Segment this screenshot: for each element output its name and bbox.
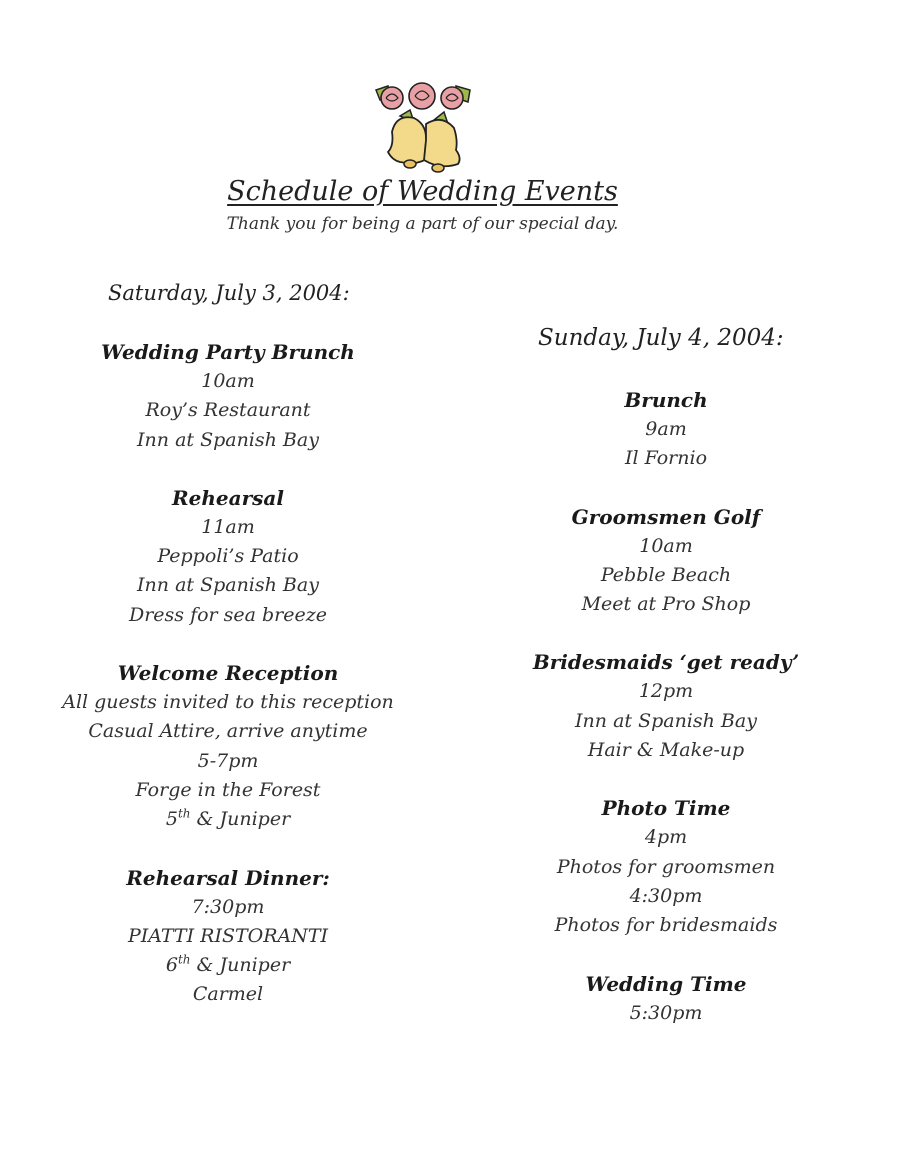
event-time: 12pm xyxy=(638,680,694,703)
event-note: Photos for bridesmaids xyxy=(554,914,778,937)
event-wedding-party-brunch xyxy=(28,338,428,455)
event-note: Casual Attire, arrive anytime xyxy=(88,720,368,743)
event-title: Rehearsal Dinner: xyxy=(126,865,330,890)
sunday-schedule xyxy=(466,386,866,1028)
event-time: 4pm xyxy=(644,826,688,849)
event-title: Welcome Reception xyxy=(117,661,339,686)
wedding-bells-roses-icon xyxy=(370,80,478,176)
event-note: Dress for sea breeze xyxy=(128,603,328,626)
saturday-schedule xyxy=(28,338,428,1010)
event-bridesmaids-get-ready xyxy=(466,648,866,765)
event-venue: Pebble Beach xyxy=(600,563,732,586)
event-title: Groomsmen Golf xyxy=(571,504,761,529)
event-welcome-reception xyxy=(28,659,428,834)
event-rehearsal xyxy=(28,484,428,630)
event-time: 4:30pm xyxy=(629,884,703,907)
event-address: 5th & Juniper xyxy=(165,806,291,831)
event-brunch xyxy=(466,386,866,474)
event-venue: Inn at Spanish Bay xyxy=(575,709,757,732)
event-time: 11am xyxy=(201,515,255,538)
event-title: Brunch xyxy=(624,388,708,412)
event-note: Photos for groomsmen xyxy=(556,855,776,878)
event-location: Inn at Spanish Bay xyxy=(137,428,319,451)
event-city: Carmel xyxy=(192,983,264,1006)
event-venue: Roy’s Restaurant xyxy=(145,399,311,422)
event-time: 7:30pm xyxy=(191,895,265,918)
event-venue: Il Fornio xyxy=(624,447,708,470)
event-groomsmen-golf xyxy=(466,503,866,620)
event-title: Photo Time xyxy=(601,796,731,821)
sunday-heading: Sunday, July 4, 2004: xyxy=(538,325,784,351)
event-venue: Forge in the Forest xyxy=(135,778,321,801)
event-photo-time xyxy=(466,794,866,940)
event-address: 6th & Juniper xyxy=(165,952,291,977)
event-title: Rehearsal xyxy=(172,485,284,510)
event-time: 10am xyxy=(639,534,693,557)
event-note: All guests invited to this reception xyxy=(62,691,394,714)
event-venue: Peppoli’s Patio xyxy=(157,545,299,568)
page-title: Schedule of Wedding Events xyxy=(227,176,618,207)
event-time: 5-7pm xyxy=(197,749,259,772)
page-subtitle: Thank you for being a part of our special day. xyxy=(226,214,619,234)
saturday-heading: Saturday, July 3, 2004: xyxy=(108,281,350,305)
event-title: Wedding Time xyxy=(585,971,747,996)
event-location: Inn at Spanish Bay xyxy=(137,574,319,597)
event-wedding-time xyxy=(466,970,866,1028)
event-time: 10am xyxy=(201,370,255,392)
event-title: Bridesmaids ‘get ready’ xyxy=(532,650,800,675)
event-venue: PIATTI RISTORANTI xyxy=(127,924,329,947)
event-time: 5:30pm xyxy=(629,1001,703,1024)
event-title: Wedding Party Brunch xyxy=(101,340,355,364)
event-rehearsal-dinner xyxy=(28,864,428,1010)
event-note: Hair & Make-up xyxy=(587,739,745,762)
event-note: Meet at Pro Shop xyxy=(581,593,751,616)
event-time: 9am xyxy=(645,418,687,440)
